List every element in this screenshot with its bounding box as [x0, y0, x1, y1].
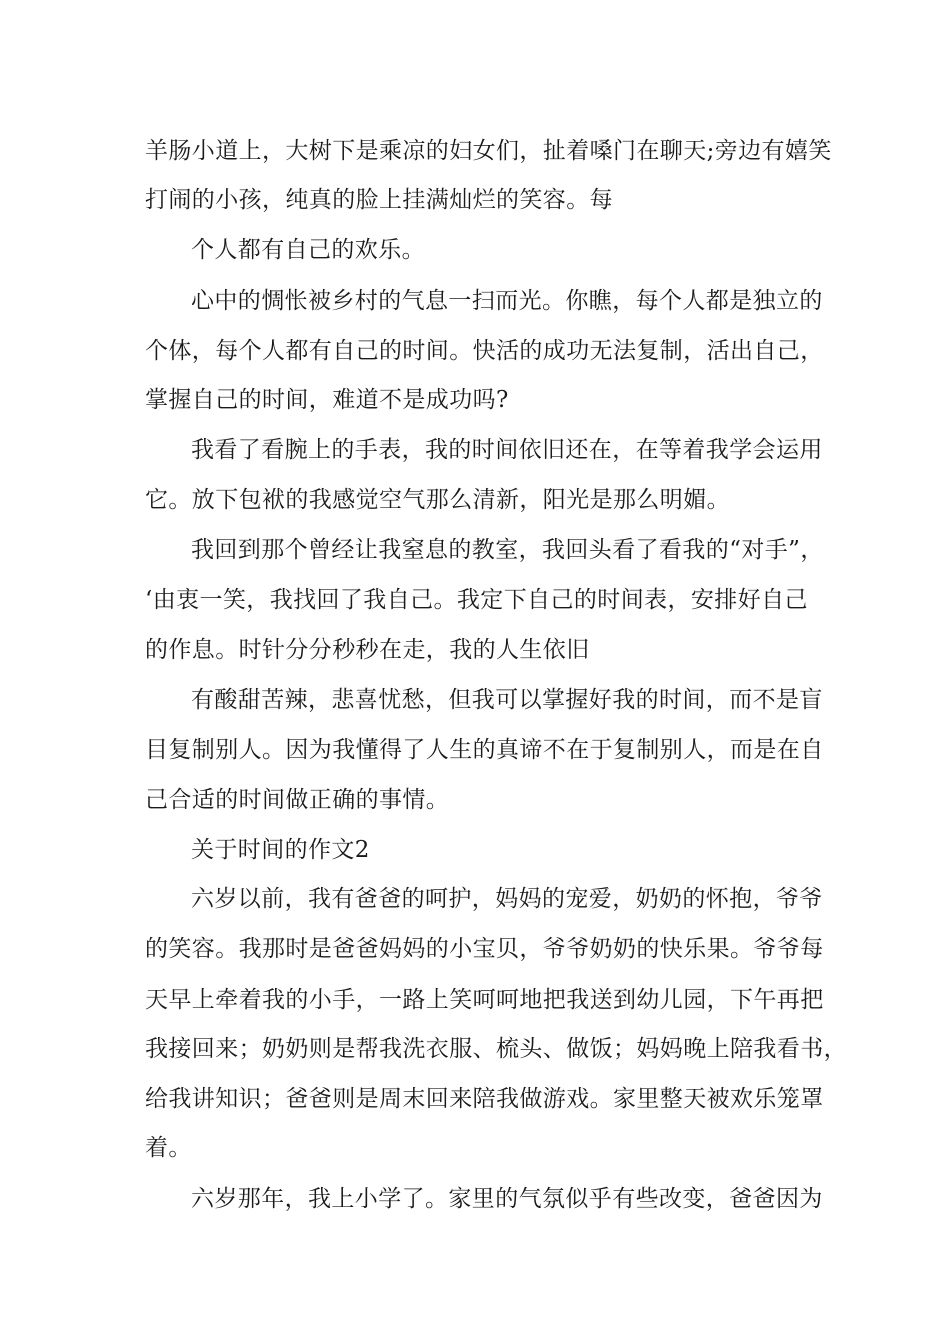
text-line: 的作息。时针分分秒秒在走，我的人生依旧 — [145, 637, 590, 663]
text-line: ‘由衷一笑，我找回了我自己。我定下自己的时间表，安排好自己 — [145, 587, 808, 613]
text-line: 羊肠小道上，大树下是乘凉的妇女们，扯着嗓门在聊天;旁边有嬉笑 — [145, 138, 832, 164]
text-line: 我回到那个曾经让我窒息的教室，我回头看了看我的“对手”， — [191, 537, 824, 563]
text-line: 心中的惆怅被乡村的气息一扫而光。你瞧，每个人都是独立的 — [191, 288, 823, 314]
text-line: 它。放下包袱的我感觉空气那么清新，阳光是那么明媚。 — [145, 487, 730, 513]
text-line: 天早上牵着我的小手，一路上笑呵呵地把我送到幼儿园，下午再把 — [145, 987, 824, 1013]
text-line: 个人都有自己的欢乐。 — [191, 237, 425, 263]
text-line: 个体，每个人都有自己的时间。快活的成功无法复制，活出自己， — [145, 338, 824, 364]
text-line: 己合适的时间做正确的事情。 — [145, 787, 450, 813]
text-line: 六岁以前，我有爸爸的呵护，妈妈的宠爱，奶奶的怀抱，爷爷 — [191, 886, 823, 912]
text-line: 我看了看腕上的手表，我的时间依旧还在，在等着我学会运用 — [191, 437, 823, 463]
text-line: 的笑容。我那时是爸爸妈妈的小宝贝，爷爷奶奶的快乐果。爷爷每 — [145, 936, 824, 962]
text-line: 给我讲知识；爸爸则是周末回来陪我做游戏。家里整天被欢乐笼罩 — [145, 1086, 824, 1112]
text-line: 着。 — [145, 1135, 192, 1161]
text-line: 打闹的小孩，纯真的脸上挂满灿烂的笑容。每 — [145, 187, 613, 213]
text-line: 目复制别人。因为我懂得了人生的真谛不在于复制别人，而是在自 — [145, 737, 824, 763]
section-heading: 关于时间的作文2 — [191, 837, 370, 863]
text-line: 六岁那年，我上小学了。家里的气氛似乎有些改变，爸爸因为 — [191, 1186, 823, 1212]
text-line: 掌握自己的时间，难道不是成功吗? — [145, 387, 509, 413]
text-line: 有酸甜苦辣，悲喜忧愁，但我可以掌握好我的时间，而不是盲 — [191, 687, 823, 713]
text-line: 我接回来；奶奶则是帮我洗衣服、梳头、做饭；妈妈晚上陪我看书， — [145, 1036, 847, 1062]
